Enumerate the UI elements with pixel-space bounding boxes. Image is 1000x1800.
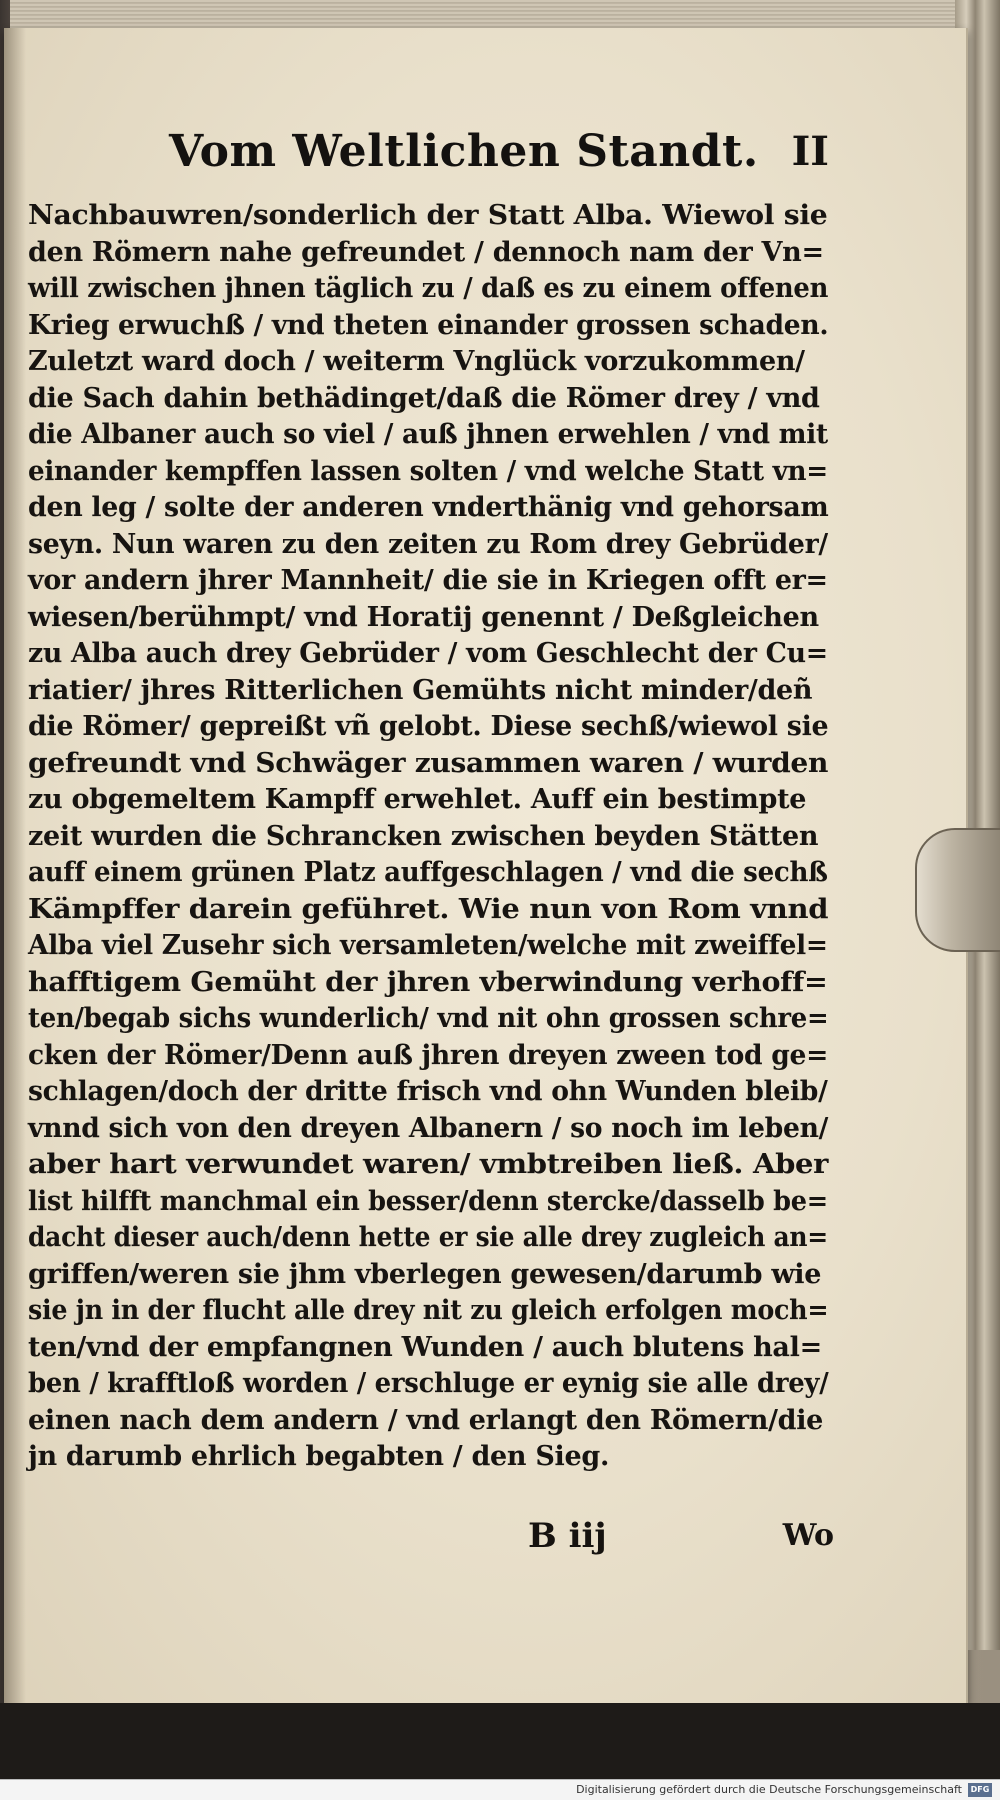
text-line: hafftigem Gemüht der jhren vberwindung verhoff= xyxy=(28,966,828,998)
text-line: Krieg erwuchß / vnd theten einander grossen schaden. xyxy=(28,309,829,341)
text-line: zu Alba auch drey Gebrüder / vom Geschlecht der Cu= xyxy=(28,638,828,669)
credit-text: Digitalisierung gefördert durch die Deutsche Forschungsgemeinschaft xyxy=(576,1783,962,1796)
text-line: ten/begab sichs wunderlich/ vnd nit ohn grossen schre= xyxy=(28,1003,829,1034)
text-line: cken der Römer/Denn auß jhren dreyen zween tod ge= xyxy=(28,1039,829,1071)
text-line: seyn. Nun waren zu den zeiten zu Rom drey Gebrüder/ xyxy=(28,528,828,560)
text-line: auff einem grünen Platz auffgeschlagen / vnd die sechß xyxy=(28,857,828,888)
page-footer xyxy=(524,1516,834,1566)
signature-mark: B iij xyxy=(528,1516,607,1556)
text-line: einander kempffen lassen solten / vnd welche Statt vn= xyxy=(28,455,828,487)
text-line: Zuletzt ward doch / weiterm Vnglück vorzukommen/ xyxy=(28,346,805,377)
text-line: will zwischen jhnen täglich zu / daß es zu einem offenen xyxy=(28,273,829,304)
credit-bar xyxy=(0,1779,1000,1800)
page-number: II xyxy=(791,128,829,175)
text-line: zu obgemeltem Kampff erwehlet. Auff ein bestimpte xyxy=(28,784,807,815)
body-text xyxy=(28,198,828,1476)
scan-background xyxy=(0,1703,1000,1779)
text-line: gefreundt vnd Schwäger zusammen waren / wurden xyxy=(28,747,829,779)
text-line: sie jn in der flucht alle drey nit zu gleich erfolgen moch= xyxy=(28,1295,829,1326)
binding-clip xyxy=(915,828,1000,952)
text-line: Nachbauwren/sonderlich der Statt Alba. Wiewol sie xyxy=(28,200,828,231)
text-line: zeit wurden die Schrancken zwischen beyden Stätten xyxy=(28,820,819,852)
text-line: die Albaner auch so viel / auß jhnen erwehlen / vnd mit xyxy=(28,419,828,450)
text-line: die Sach dahin bethädinget/daß die Römer drey / vnd xyxy=(28,382,820,414)
text-line: einen nach dem andern / vnd erlangt den Römern/die xyxy=(28,1404,824,1436)
dfg-logo-icon: DFG xyxy=(968,1783,992,1797)
text-line: die Römer/ gepreißt vñ gelobt. Diese sechß/wiewol sie xyxy=(28,711,829,742)
text-line: den Römern nahe gefreundet / dennoch nam der Vn= xyxy=(28,236,824,268)
book-page xyxy=(4,28,968,1703)
text-line: ten/vnd der empfangnen Wunden / auch blutens hal= xyxy=(28,1331,822,1363)
text-line: griffen/weren sie jhm vberlegen gewesen/darumb wie xyxy=(28,1258,822,1290)
text-line: jn darumb ehrlich begabten / den Sieg. xyxy=(28,1441,610,1472)
text-line: schlagen/doch der dritte frisch vnd ohn Wunden bleib/ xyxy=(28,1076,828,1107)
text-line: Kämpffer darein geführet. Wie nun von Rom vnnd xyxy=(28,893,829,925)
text-line: vor andern jhrer Mannheit/ die sie in Kriegen offt er= xyxy=(28,565,828,596)
text-line: vnnd sich von den dreyen Albanern / so noch im leben/ xyxy=(28,1112,829,1144)
running-title: Vom Weltlichen Standt. xyxy=(169,126,759,177)
text-line: aber hart verwundet waren/ vmbtreiben ließ. Aber xyxy=(28,1149,829,1180)
text-line: riatier/ jhres Ritterlichen Gemühts nicht minder/deñ xyxy=(28,674,813,706)
text-line: list hilfft manchmal ein besser/denn stercke/dasselb be= xyxy=(28,1185,828,1217)
text-line: ben / krafftloß worden / erschluge er eynig sie alle drey/ xyxy=(28,1368,829,1399)
text-line: wiesen/berühmpt/ vnd Horatij genennt / Deßgleichen xyxy=(28,601,819,633)
text-line: Alba viel Zusehr sich versamleten/welche mit zweiffel= xyxy=(28,930,828,961)
text-line: den leg / solte der anderen vnderthänig vnd gehorsam xyxy=(28,492,829,523)
catchword: Wo xyxy=(782,1518,834,1553)
text-line: dacht dieser auch/denn hette er sie alle drey zugleich an= xyxy=(28,1222,828,1253)
page-header xyxy=(169,126,829,196)
